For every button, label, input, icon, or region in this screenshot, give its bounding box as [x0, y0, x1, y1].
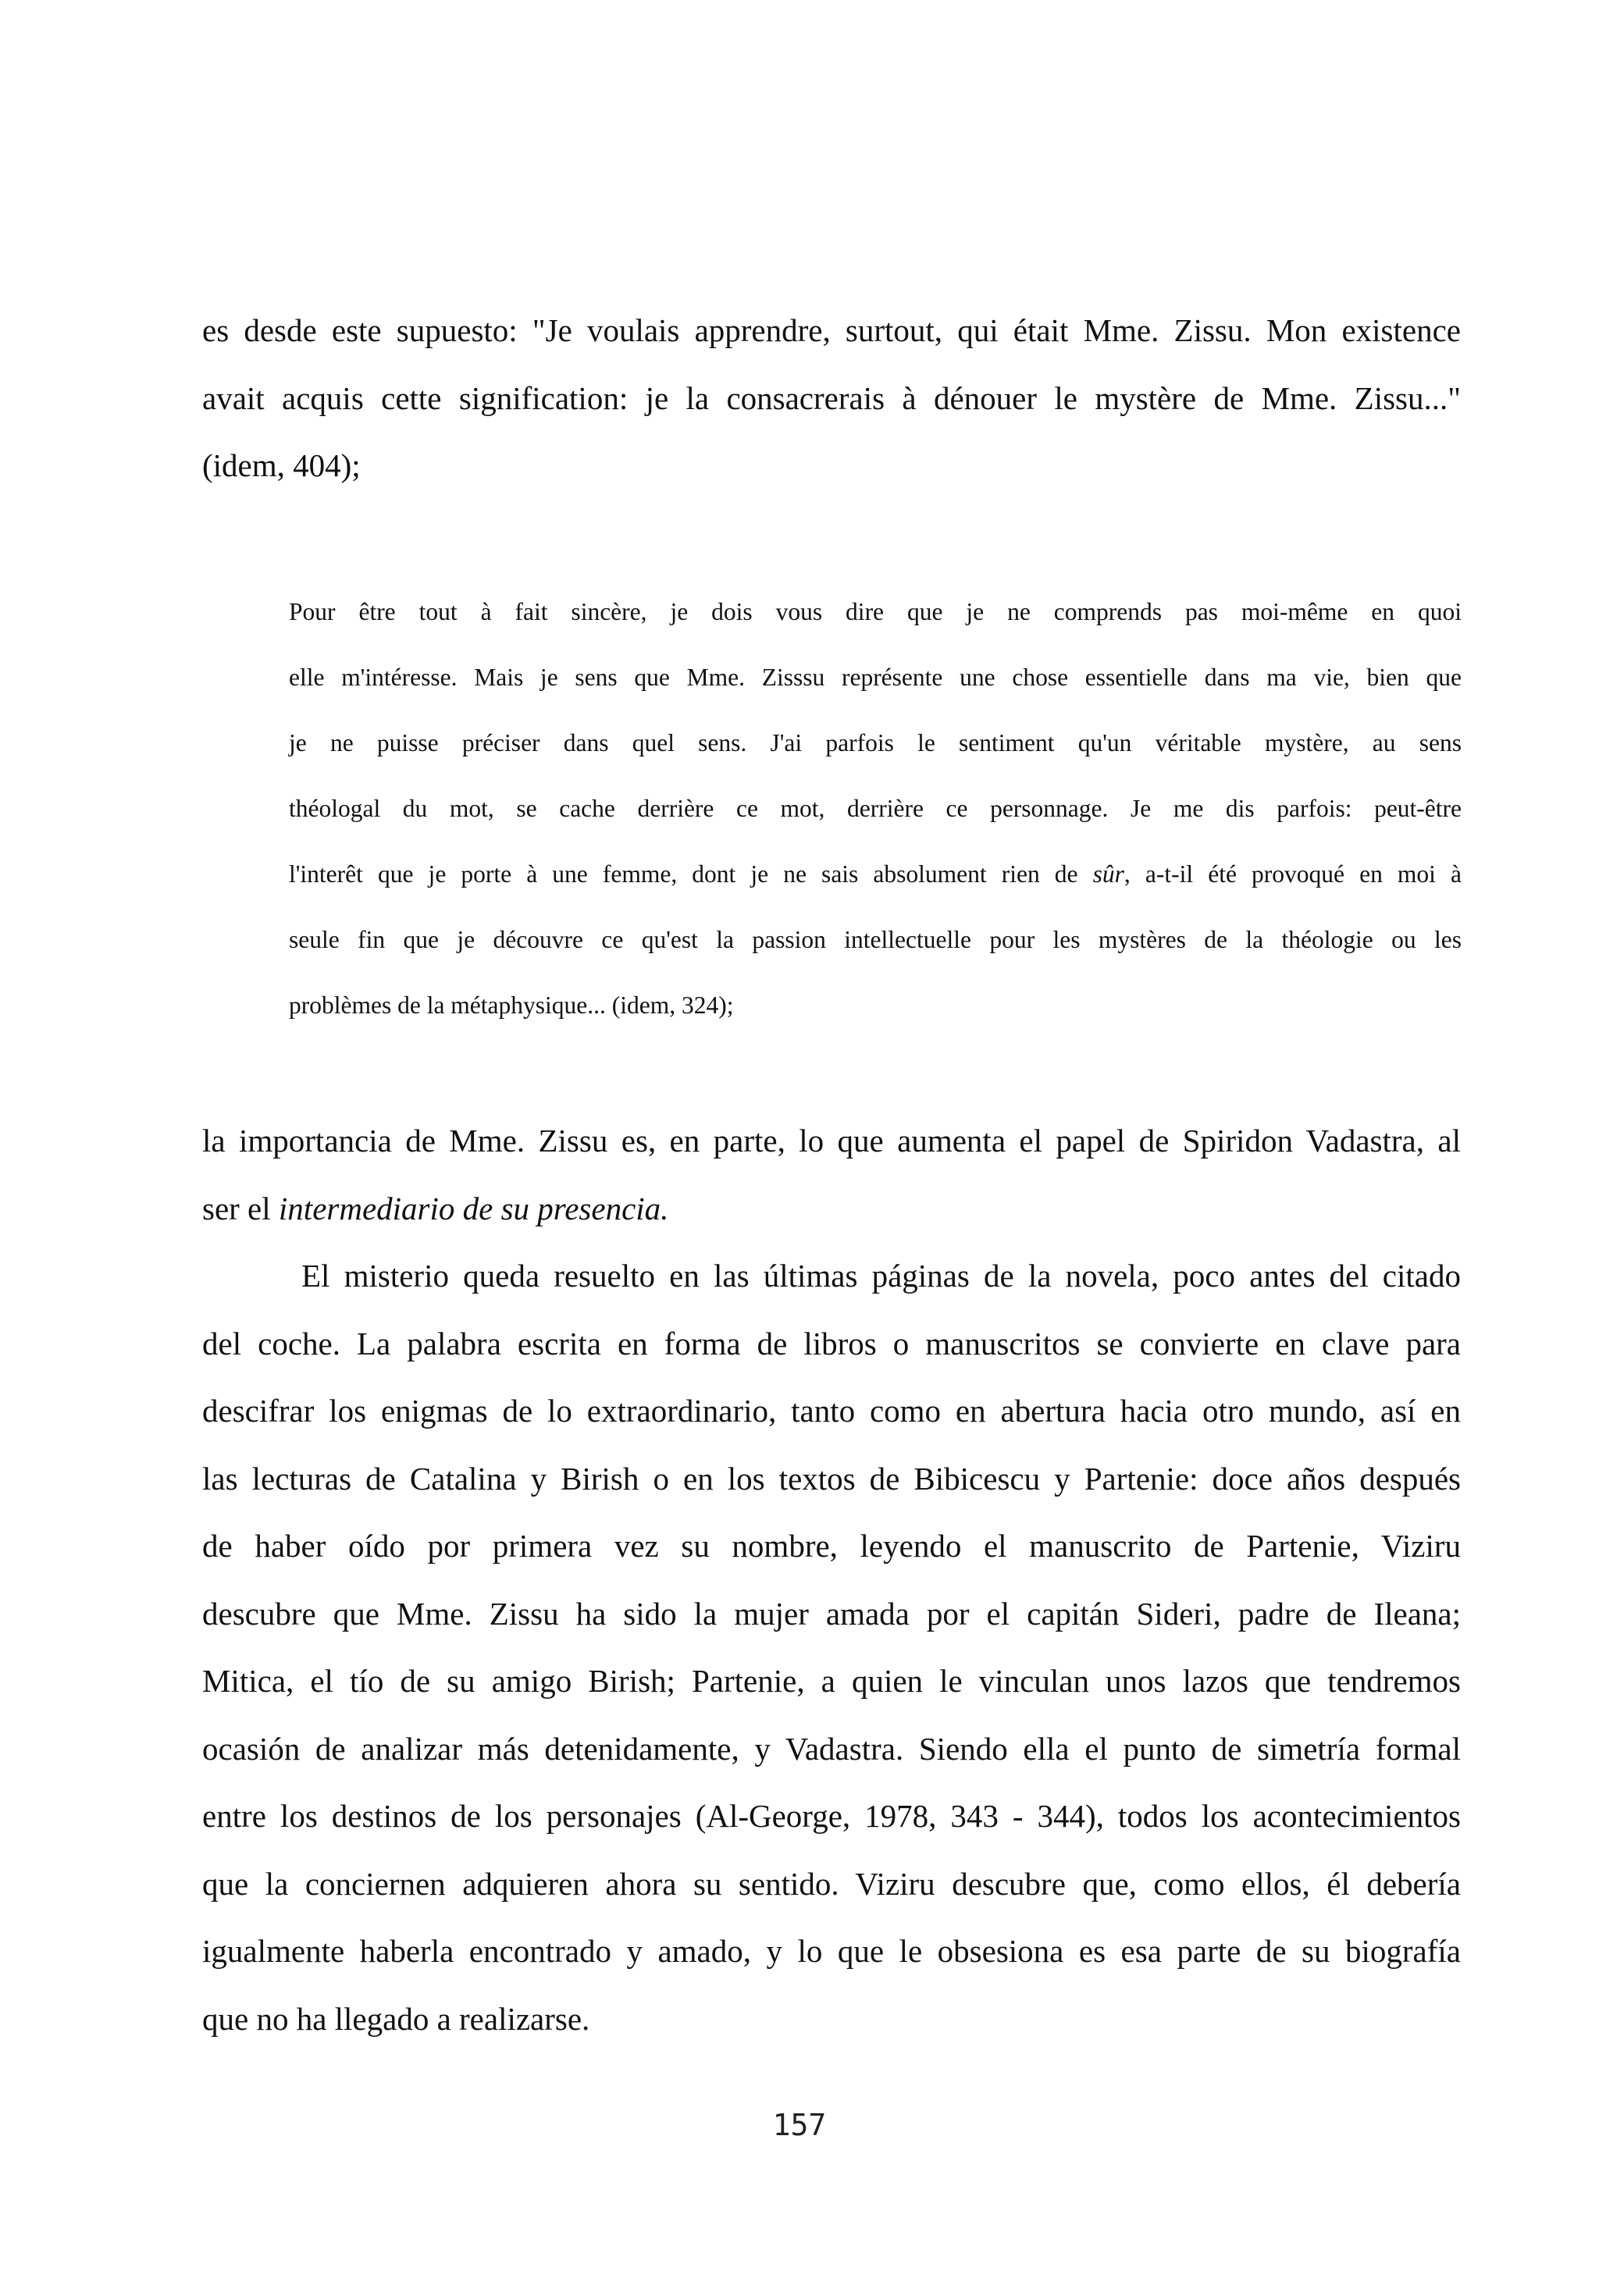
- quote-line: théologal du mot, se cache derrière ce mot, derrière ce personnage. Je me dis parfois: peut-être: [289, 795, 1462, 822]
- continuation-paragraph: [202, 1107, 1461, 1242]
- text-line: El misterio queda resuelto en las últimas páginas de la novela, poco antes del citado: [301, 1258, 1461, 1294]
- body-paragraph: [202, 1242, 1461, 2052]
- text-line: las lecturas de Catalina y Birish o en los textos de Bibicescu y Partenie: doce años después: [202, 1460, 1461, 1497]
- quote-line: je ne puisse préciser dans quel sens. J'ai parfois le sentiment qu'un véritable mystère, au sens: [289, 729, 1462, 756]
- text-line: avait acquis cette signification: je la consacrerais à dénouer le mystère de Mme. Zissu...": [202, 379, 1461, 416]
- text-line: Mitica, el tío de su amigo Birish; Partenie, a quien le vinculan unos lazos que tendremos: [202, 1663, 1461, 1699]
- text-line: es desde este supuesto: "Je voulais apprendre, surtout, qui était Mme. Zissu. Mon existence: [202, 312, 1461, 348]
- italic-word: sûr: [1092, 860, 1124, 888]
- text-line: que no ha llegado a realizarse.: [202, 2000, 590, 2037]
- block-quote: [289, 579, 1462, 1038]
- text-line: [202, 1175, 1461, 1243]
- quote-line-start: l'interêt que je porte à une femme, dont je ne sais absolument rien de: [289, 860, 1093, 888]
- text-line: del coche. La palabra escrita en forma de libros o manuscritos se convierte en clave para: [202, 1325, 1461, 1362]
- italic-phrase: intermediario de su presencia.: [278, 1190, 669, 1226]
- text-line: de haber oído por primera vez su nombre, leyendo el manuscrito de Partenie, Viziru: [202, 1528, 1461, 1564]
- quote-line: seule fin que je découvre ce qu'est la passion intellectuelle pour les mystères de la théologie ou les: [289, 926, 1462, 953]
- text-line: descifrar los enigmas de lo extraordinario, tanto como en abertura hacia otro mundo, así en: [202, 1393, 1461, 1429]
- intro-paragraph: [202, 297, 1461, 500]
- page-number: 157: [772, 2108, 827, 2142]
- text-line: entre los destinos de los personajes (Al-George, 1978, 343 - 344), todos los acontecimientos: [202, 1798, 1461, 1834]
- text-line: ocasión de analizar más detenidamente, y Vadastra. Siendo ella el punto de simetría formal: [202, 1730, 1461, 1767]
- quote-line: problèmes de la métaphysique... (idem, 324);: [289, 991, 734, 1019]
- text-line: (idem, 404);: [202, 447, 361, 483]
- text-line: descubre que Mme. Zissu ha sido la mujer amada por el capitán Sideri, padre de Ileana;: [202, 1595, 1461, 1632]
- quote-line: Pour être tout à fait sincère, je dois vous dire que je ne comprends pas moi-même en quoi: [289, 598, 1462, 625]
- text-line: igualmente haberla encontrado y amado, y lo que le obsesiona es esa parte de su biografía: [202, 1933, 1461, 1969]
- text-line: que la conciernen adquieren ahora su sentido. Viziru descubre que, como ellos, él debería: [202, 1865, 1461, 1902]
- quote-line: elle m'intéresse. Mais je sens que Mme. Zisssu représente une chose essentielle dans ma vie, bien que: [289, 664, 1462, 691]
- text-line: la importancia de Mme. Zissu es, en parte, lo que aumenta el papel de Spiridon Vadastra, al: [202, 1123, 1461, 1159]
- text-line-start: ser el: [202, 1190, 279, 1226]
- quote-line-end: , a-t-il été provoqué en moi à: [1124, 860, 1462, 888]
- quote-line: [289, 842, 1462, 907]
